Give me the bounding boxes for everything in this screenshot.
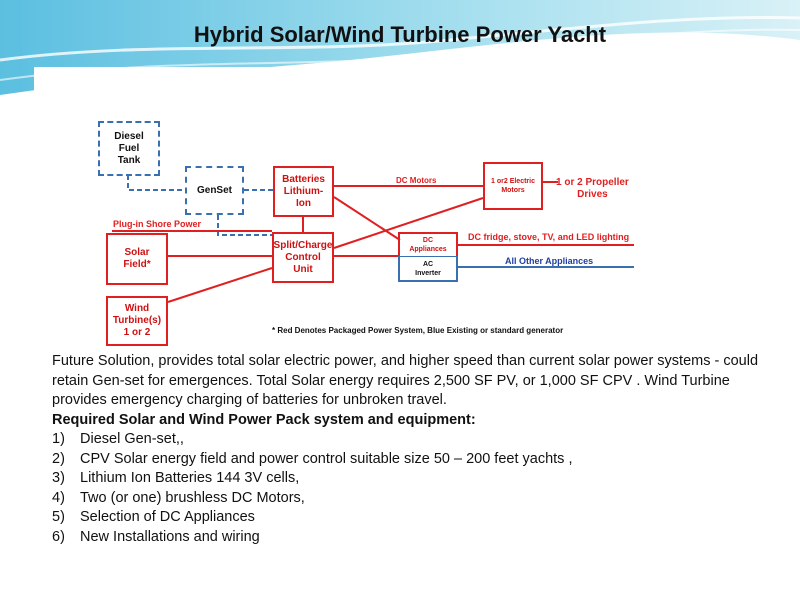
all-other-appliances-label: All Other Appliances [505,256,594,266]
propeller-drives-label: 1 or 2 Propeller Drives [556,177,629,200]
dc-motors-label: DC Motors [396,176,437,185]
list-text: CPV Solar energy field and power control suitable size 50 – 200 feet yachts , [80,450,573,467]
list-text: New Installations and wiring [80,528,260,545]
page-title: Hybrid Solar/Wind Turbine Power Yacht [193,22,607,47]
list-item [52,430,762,450]
wind-turbine-label: Wind Turbine(s) 1 or 2 [112,303,162,338]
list-number: 3) [52,470,65,486]
list-number: 4) [52,489,65,506]
list-item [52,469,762,489]
description-paragraph: Future Solution, provides total solar electric power, and higher speed than current solar power systems - could retain Gen-set for emergences. Total Solar energy requires 2,500 SF PV, or 1,000 SF CPV . Wind Turbine provides emergency charging of batteries for unbroken travel. [52,353,759,408]
solar-field-box [106,233,168,285]
diagram-footnote: * Red Denotes Packaged Power System, Blue Existing or standard generator [272,326,564,335]
genset-label: GenSet [196,184,232,196]
list-text: Lithium Ion Batteries 144 3V cells, [80,470,300,486]
wind-split-line [168,268,272,302]
diesel-fuel-tank-label: Diesel Fuel Tank [114,130,144,166]
list-text: Selection of DC Appliances [80,509,255,525]
list-item [52,450,762,470]
tank-genset-line [128,175,185,190]
batteries-label: Batteries Lithium- Ion [282,173,325,209]
list-number: 2) [52,450,65,467]
batteries-dc-line [334,197,400,240]
list-number: 6) [52,528,65,545]
list-text: Diesel Gen-set,, [80,431,184,447]
list-item [52,508,762,528]
batteries-box [273,166,334,217]
dc-fridge-label: DC fridge, stove, TV, and LED lighting [468,232,630,242]
dc-appliances-box [398,232,458,256]
list-text: Two (or one) brushless DC Motors, [80,489,305,506]
wind-turbine-box [106,296,168,346]
genset-box [185,166,244,215]
body-text [52,352,762,547]
electric-motors-box [483,162,543,210]
ac-inverter-box [398,256,458,282]
split-charge-control-box [272,232,334,283]
list-number: 5) [52,509,65,525]
equipment-heading: Required Solar and Wind Power Pack system and equipment: [52,411,476,428]
equipment-list [52,430,762,547]
split-charge-label: Split/Charge Control Unit [273,239,333,275]
ac-inverter-label: AC Inverter [415,260,441,277]
solar-field-label: Solar Field* [123,247,151,270]
list-item [52,489,762,509]
diesel-fuel-tank-box [98,121,160,176]
list-item [52,528,762,548]
electric-motors-label: 1 or2 Electric Motors [491,178,535,194]
plugin-shore-power-label: Plug-in Shore Power [113,219,202,229]
list-number: 1) [52,431,65,447]
dc-appliances-label: DC Appliances [409,237,447,253]
